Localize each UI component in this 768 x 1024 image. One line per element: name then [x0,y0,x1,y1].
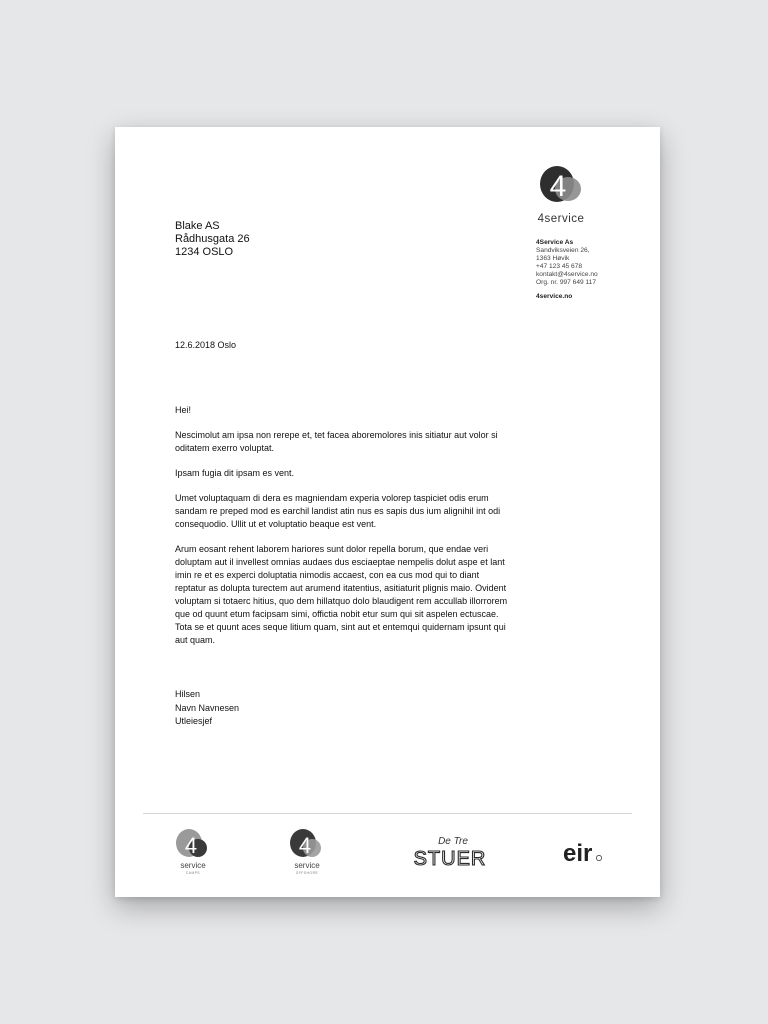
recipient-city: 1234 OSLO [175,246,234,258]
eir-logo-icon [561,839,607,867]
signer-name: Navn Navnesen [175,702,240,713]
4service-camps-logo-icon [173,827,213,877]
letter-closing: Hilsen [175,689,201,699]
brand-logo [536,163,616,227]
sender-contact-block [536,239,636,301]
sender-email: kontakt@4service.no [536,271,598,278]
svg-text:4: 4 [549,170,567,203]
letter-greeting: Hei! [175,405,192,415]
letter-paragraph: Umet voluptaquam di dera es magniendam experia volorep taspiciet odis erum sandam re preped mod es earchil landist atin nus es sapis dus ium alignihil int odi consequodio. Ullit ut et voluptatio beaque est vent. [175,493,501,529]
letter-page [115,127,660,897]
recipient-address [175,220,250,259]
recipient-street: Rådhusgata 26 [175,233,250,245]
letter-paragraph: Ipsam fugia dit ipsam es vent. [175,468,295,478]
de-tre-stuer-logo-icon [405,832,495,870]
sender-company: 4Service As [536,239,574,246]
sender-postal: 1363 Høvik [536,255,570,262]
sender-website: 4service.no [536,293,573,300]
letter-signoff [175,688,239,729]
letter-date: 12.6.2018 Oslo [175,340,237,350]
letter-paragraph: Nescimolut am ipsa non rerepe et, tet facea aboremolores inis sitiatur aut volor si oditatem exerro voluptat. [175,430,498,453]
recipient-name: Blake AS [175,220,220,232]
footer-logo1-word: service [180,861,206,870]
4service-logo-icon [536,163,586,227]
4service-offshore-logo-icon [287,827,327,877]
letter-body [175,404,511,659]
letter-paragraph: Arum eosant rehent laborem hariores sunt dolor repella borum, que endae veri doluptam aut il invellest omnias audaes dus esciaeptae nempelis dolut aspe et lant imin re et es experci doluptatia nimodis accaest, con ea cus mod qui to diant reptatur as dolupta turectem aut arumend itatentius, asitiaturit plignis maio. Ovident voluptam si totaerc hitius, quo dem hillatquo dolo blaudigent rem accullab illorrorem que od quunt etum facipsam simi, offictia nobit etur sum qui sit aspelen ectuscae. Tota se et quunt aces seque litium quam, sint aut et entemqui quidernam ipsunt qui aut quam. [175,544,508,645]
footer-logo3-word: STUER [413,848,487,870]
footer-logo2-word: service [294,861,320,870]
footer-divider [143,813,632,814]
sender-phone: +47 123 45 678 [536,263,583,270]
svg-text:4: 4 [298,833,312,858]
signer-title: Utleiesjef [175,716,213,726]
footer-logo4-word: eir [563,840,593,867]
sender-street: Sandviksveien 26, [536,247,590,254]
footer-logo1-sub: CAMPS [185,871,201,875]
svg-text:4: 4 [184,833,198,858]
brand-logo-text: 4service [537,213,585,225]
footer-logo3-script: De Tre [438,836,468,847]
sender-org-number: Org. nr. 997 649 117 [536,279,596,286]
footer-logo2-sub: OFFSHORE [295,871,319,875]
